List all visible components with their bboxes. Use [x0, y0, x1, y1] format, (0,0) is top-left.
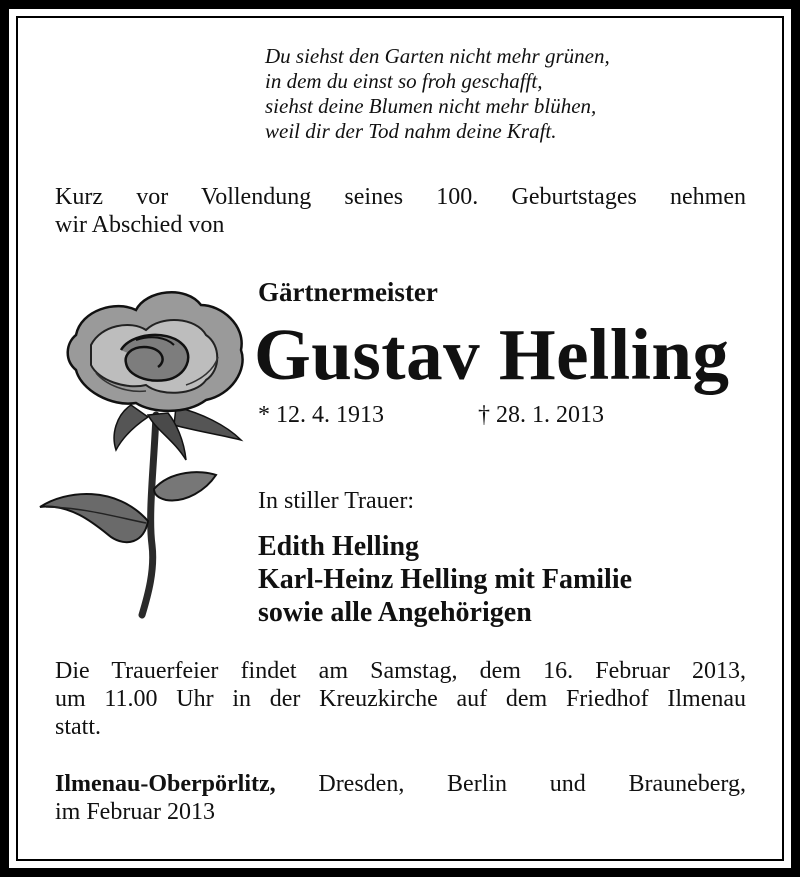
places-rest: Dresden, Berlin und Brauneberg, [318, 771, 746, 797]
mourner-name: Karl-Heinz Helling mit Familie [258, 564, 633, 595]
mourner-name: sowie alle Angehörigen [258, 597, 532, 628]
mourner-name: Edith Helling [258, 531, 420, 562]
deceased-title: Gärtnermeister [258, 277, 438, 307]
funeral-info [55, 657, 746, 741]
poem-line: siehst deine Blumen nicht mehr blühen, [265, 94, 597, 118]
notice-date: im Februar 2013 [55, 799, 215, 825]
funeral-line: um 11.00 Uhr in der Kreuzkirche auf dem Friedhof Ilmenau [55, 686, 746, 712]
place-main: Ilmenau-Oberpörlitz, [55, 771, 276, 797]
funeral-line: statt. [55, 714, 101, 740]
death-date: † 28. 1. 2013 [478, 402, 604, 428]
deceased-name: Gustav Helling [254, 314, 730, 395]
rose-icon [36, 285, 246, 625]
poem-line: in dem du einst so froh geschafft, [265, 69, 543, 93]
places-line [55, 770, 746, 798]
mourners-list [258, 530, 632, 629]
birth-date: * 12. 4. 1913 [258, 402, 384, 428]
place-date [55, 770, 746, 826]
funeral-line: Die Trauerfeier findet am Samstag, dem 16. Februar 2013, [55, 658, 746, 684]
intro-line: Kurz vor Vollendung seines 100. Geburtstages nehmen [55, 184, 746, 210]
memorial-poem [265, 44, 610, 144]
intro-line: wir Abschied von [55, 212, 225, 238]
intro-text [55, 183, 746, 239]
poem-line: Du siehst den Garten nicht mehr grünen, [265, 44, 610, 68]
poem-line: weil dir der Tod nahm deine Kraft. [265, 119, 557, 143]
mourning-label: In stiller Trauer: [258, 488, 414, 514]
